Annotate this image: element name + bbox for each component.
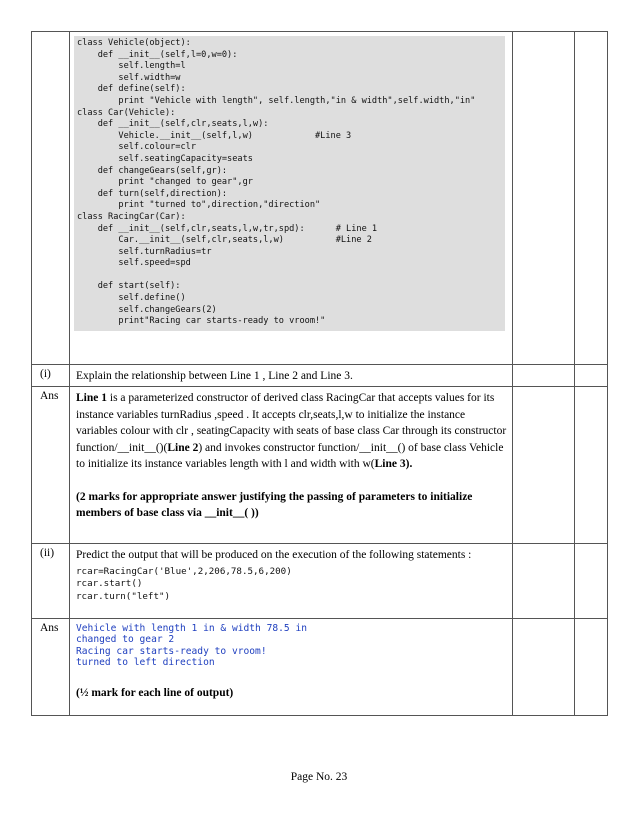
answer-label: Ans <box>32 387 70 544</box>
cell-empty-extra <box>575 544 608 619</box>
table-row-a2 <box>32 619 608 716</box>
line1-ref: Line 1 <box>76 392 107 404</box>
answer-cell <box>70 619 513 716</box>
table-row-q1 <box>32 365 608 387</box>
answer-part2: ) and invokes constructor function/__init__() of base class Vehicle to initialize its instance variables length with l and width with w( <box>76 441 504 470</box>
cell-empty-marks <box>513 387 575 544</box>
question-table <box>31 31 608 716</box>
cell-empty-extra <box>575 387 608 544</box>
program-output: Vehicle with length 1 in & width 78.5 in changed to gear 2 Racing car starts-ready to vroom! turned to left direction <box>76 623 308 669</box>
line3-ref: Line 3). <box>374 458 413 470</box>
table-row-a1 <box>32 387 608 544</box>
table-row-code <box>32 32 608 365</box>
question-text: Explain the relationship between Line 1 , Line 2 and Line 3. <box>70 365 513 387</box>
question-label: (i) <box>32 365 70 387</box>
question-label: (ii) <box>32 544 70 619</box>
code-block: class Vehicle(object): def __init__(self,l=0,w=0): self.length=l self.width=w def define(self): print "Vehicle with length", self.length,"in & width",self.width,"in" class Car(Vehicle): def __init__(self,clr,seats,l,w): Vehicle.__init__(self,l,w) #Line 3 self.colour=clr self.seatingCapacity=seats def changeGears(self,gr): print "changed to gear",gr def turn(self,direction): print "turned to",direction,"direction" class RacingCar(Car): def __init__(self,clr,seats,l,w,tr,spd): # Line 1 Car.__init__(self,clr,seats,l,w) #Line 2 self.turnRadius=tr self.speed=spd def start(self): self.define() self.changeGears(2) print"Racing car starts-ready to vroom!" <box>74 36 505 331</box>
question-text: Predict the output that will be produced on the execution of the following statements : <box>76 549 472 561</box>
cell-empty-marks <box>513 32 575 365</box>
page-number: Page No. 23 <box>290 771 348 783</box>
cell-empty-extra <box>575 32 608 365</box>
marking-note: (½ mark for each line of output) <box>76 686 234 699</box>
marking-note: (2 marks for appropriate answer justifying the passing of parameters to initialize members of base class via __init__( )) <box>76 490 473 519</box>
statement-code: rcar=RacingCar('Blue',2,206,78.5,6,200) rcar.start() rcar.turn("left") <box>76 565 292 602</box>
question-cell <box>70 544 513 619</box>
cell-empty-marks <box>513 619 575 716</box>
line2-ref: Line 2 <box>167 441 199 454</box>
cell-code <box>70 32 513 365</box>
answer-part1: is a parameterized constructor of derived class RacingCar that accepts values for its instance variables turnRadius ,speed . It accepts clr,seats,l,w to initialize the instance variables colour with clr , seatingCapacity with seats of base class Car through its constructor function/__init__()( <box>76 392 507 454</box>
cell-empty-marks <box>513 365 575 387</box>
cell-empty-marks <box>513 544 575 619</box>
answer-text <box>70 387 513 544</box>
table-row-q2 <box>32 544 608 619</box>
answer-label: Ans <box>32 619 70 716</box>
cell-empty-extra <box>575 365 608 387</box>
answer-paragraph <box>76 390 508 473</box>
cell-empty-extra <box>575 619 608 716</box>
cell-empty-label <box>32 32 70 365</box>
